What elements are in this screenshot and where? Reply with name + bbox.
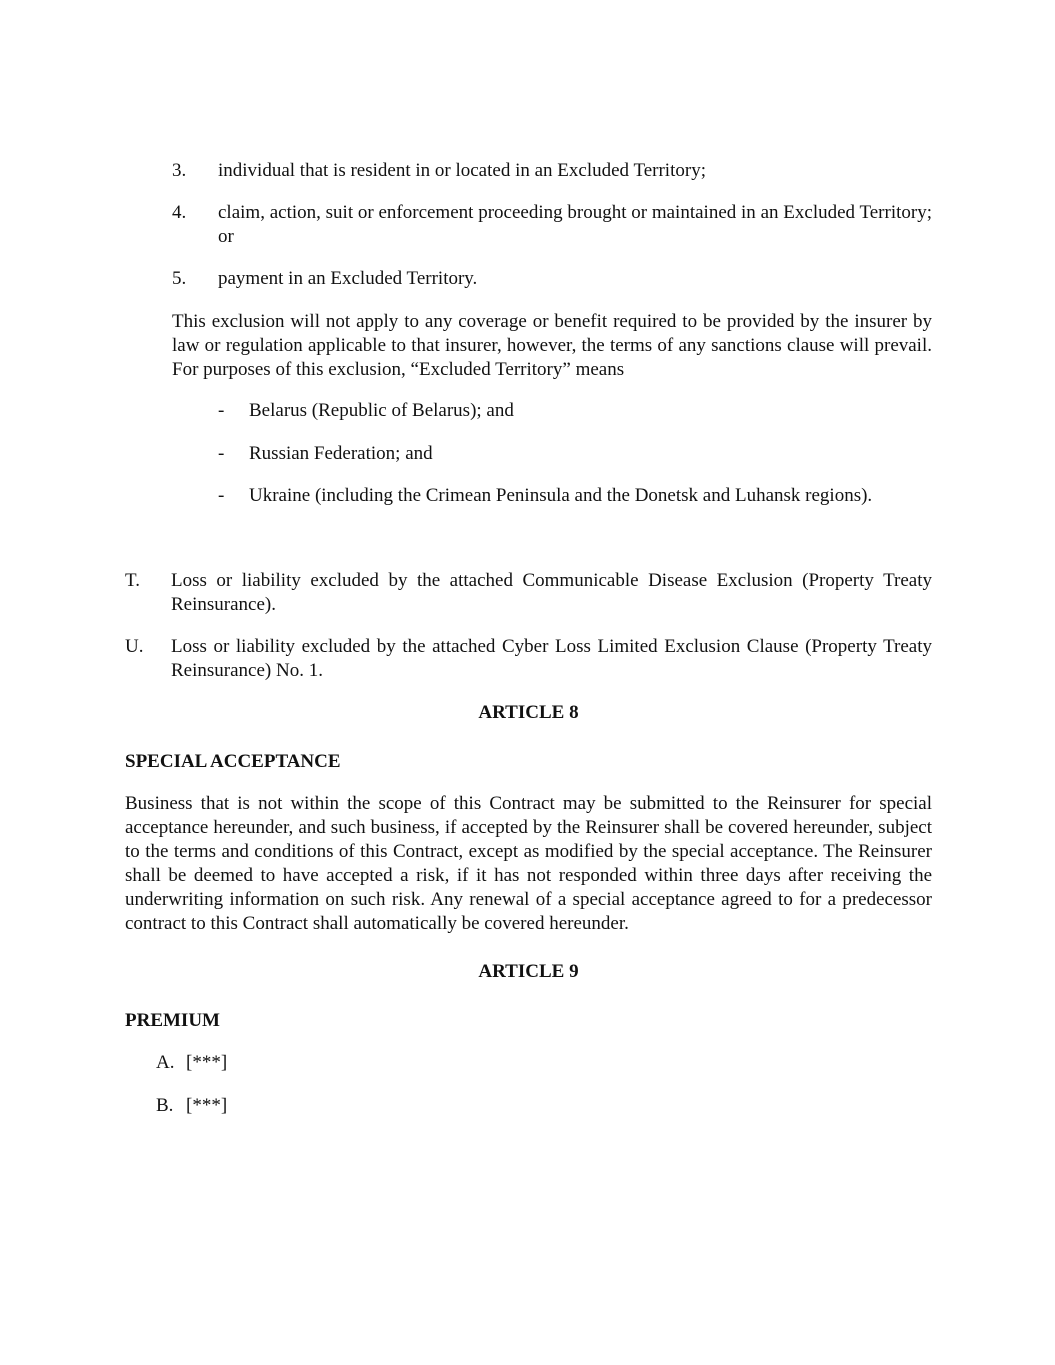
item-text: [***] [186, 1052, 228, 1073]
item-number: 3. [172, 160, 187, 181]
territory-item [218, 484, 932, 508]
section-title: PREMIUM [125, 1010, 220, 1031]
item-text: claim, action, suit or enforcement proceeding brought or maintained in an Excluded Territory; or [218, 202, 932, 247]
item-letter: T. [125, 570, 140, 591]
dash-marker: - [218, 485, 225, 506]
dash-marker: - [218, 443, 225, 464]
item-text: payment in an Excluded Territory. [218, 268, 478, 289]
list-item [125, 569, 932, 617]
item-text: individual that is resident in or located in an Excluded Territory; [218, 160, 706, 181]
item-number: 5. [172, 268, 187, 289]
item-text: [***] [186, 1095, 228, 1116]
article-body: Business that is not within the scope of this Contract may be submitted to the Reinsurer for special acceptance hereunder, and such business, if accepted by the Reinsurer shall be covered hereunder, subject to the terms and conditions of this Contract, except as modified by the special acceptance. The Reinsurer shall be deemed to have accepted a risk, if it has not responded within three days after receiving the underwriting information on such risk. Any renewal of a special acceptance agreed to for a predecessor contract to this Contract shall automatically be covered hereunder. [125, 793, 932, 934]
territory-item [218, 442, 932, 466]
territory-text: Russian Federation; and [249, 443, 433, 464]
item-letter: A. [156, 1052, 175, 1073]
item-text: Loss or liability excluded by the attached Communicable Disease Exclusion (Property Treaty Reinsurance). [171, 570, 932, 615]
exclusion-paragraph: This exclusion will not apply to any coverage or benefit required to be provided by the insurer by law or regulation applicable to that insurer, however, the terms of any sanctions clause will prevail. For purposes of this exclusion, “Excluded Territory” means [172, 311, 932, 380]
list-item [172, 201, 932, 249]
list-item [172, 267, 932, 291]
premium-item [156, 1094, 356, 1118]
section-title: SPECIAL ACCEPTANCE [125, 751, 341, 772]
article-heading: ARTICLE 9 [478, 961, 579, 982]
item-text: Loss or liability excluded by the attached Cyber Loss Limited Exclusion Clause (Property Treaty Reinsurance) No. 1. [171, 636, 932, 681]
territory-item [218, 399, 932, 423]
item-number: 4. [172, 202, 187, 223]
territory-text: Ukraine (including the Crimean Peninsula and the Donetsk and Luhansk regions). [249, 485, 873, 506]
list-item [172, 159, 932, 183]
list-item [125, 635, 932, 683]
item-letter: U. [125, 636, 144, 657]
item-letter: B. [156, 1095, 174, 1116]
territory-text: Belarus (Republic of Belarus); and [249, 400, 514, 421]
dash-marker: - [218, 400, 225, 421]
premium-item [156, 1051, 356, 1075]
article-heading: ARTICLE 8 [478, 702, 579, 723]
